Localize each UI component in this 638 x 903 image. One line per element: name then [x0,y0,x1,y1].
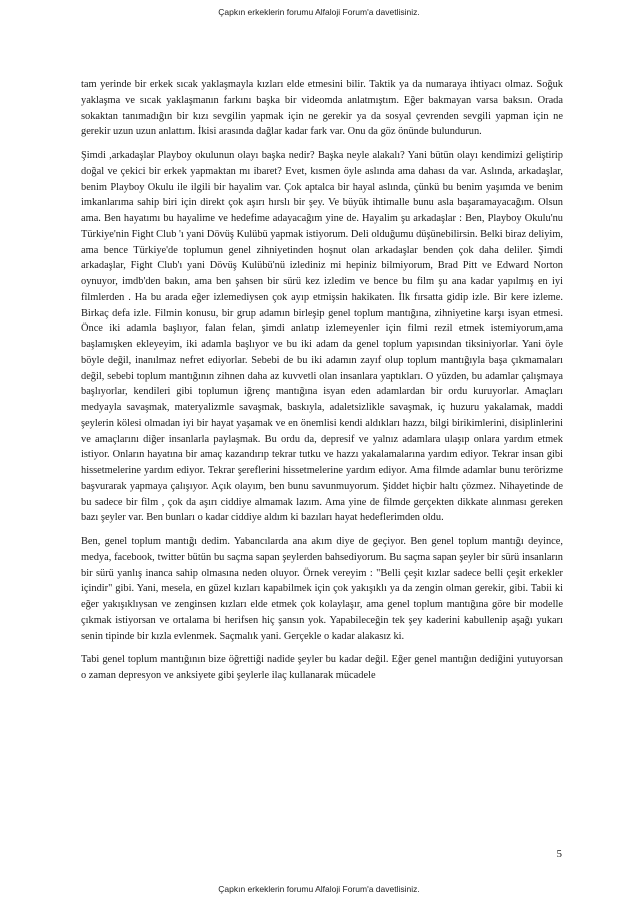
paragraph: Şimdi ,arkadaşlar Playboy okulunun olayı başka nedir? Başka neyle alakalı? Yani bütün olayı kendimizi geliştirip doğal ve çekici bir erkek yapmaktan mı ibaret? Evet, kısmen öyle aslında ama dahası da var. Aslında, arkadaşlar, benim Playboy Okulu ile ilgili bir hayalim var. Çok aptalca bir hayal aslında, çünkü bu benim yaşımda ve benim imkanlarıma sahip biri için direkt çok aşırı hırslı bir şey. Ve büyük ihtimalle bunu asla başaramayacağım. Olsun ama. Ben hayatımı bu hayalime ve hedefime adayacağım yine de. Hayalim şu arkadaşlar : Ben, Playboy Okulu'nu Türkiye'nin Fight Club 'ı yani Dövüş Kulübü yapmak istiyorum. Deli olduğumu düşünebilirsin. Belki biraz deliyim, ama bence Türkiye'de toplumun genel zihniyetinden hoşnut olan arkadaşlar benden çok daha deliler. Şimdi arkadaşlar, Fight Club'ı yani Dövüş Kulübü'nü izlediniz mi hepiniz bilmiyorum, Brad Pitt ve Edward Norton oynuyor, imdb'den bakın, ama ben şahsen bir sürü kez izledim ve bence bu film şu ana kadar yapılmış en iyi filmlerden . Ha bu arada eğer izlemediysen çok ayıp etmişsin hakikaten. İlk fırsatta gidip izle. Bir kere izleme. Birkaç defa izle. Filmin konusu, bir grup adamın birleşip genel toplum mantığına, zihniyetine karşı isyan etmesi. Önce iki adamla başlıyor, falan felan, şimdi anlatıp izlemeyenler için filmi rezil etmek istemiyorum,ama başlamışken ekleyeyim, iki adamla başlıyor ve bu iki adam da genel toplum yapısından tiksiniyorlar. Yani öyle böyle değil, inanılmaz nefret ediyorlar. Sebebi de bu iki adamın zayıf olup toplum mantığıyla başa çıkmamaları değil, sebebi toplum mantığının zihnen daha az kuvvetli olan insanlara yaptıkları. O yüzden, bu adamlar çalışmaya başlıyorlar, kendileri gibi toplumun iğrenç mantığına isyan eden adamlardan bir ordu kuruyorlar. Amaçları medyayla savaşmak, materyalizmle savaşmak, baskıyla, adaletsizlikle savaşmak, iç huzuru yakalamak, maddi şeylerin kölesi olmadan iyi bir hayat yaşamak ve en önemlisi kendi aldıkları hazzı, bilgi birikimlerini, disiplinlerini ve amaçlarını diğer insanlarla paylaşmak. Bu ordu da, depresif ve yalnız adamlara ulaşıp onlara yardım etmek istiyor. Onların hayatına bir amaç kazandırıp tekrar tutku ve hazzı yakalamalarına yardım ediyor. Tekrar insan gibi hissetmelerine yardım ediyor. Tekrar şereflerini hissetmelerine yardım ediyor. Ama filmde adamlar bunu terörizme başvurarak yapmaya çalışıyor. Açık olayım, ben bunu savunmuyorum. Şiddet hiçbir haltı çözmez. Nihayetinde de bu sadece bir film , çok da aşırı ciddiye almamak lazım. Ama yine de filmde gerçekten dikkate alınması gereken bazı şeyler var. Ben bunları o kadar ciddiye aldım ki bazıları hayat hedeflerimden oldu. [81,150,563,524]
page-header: Çapkın erkeklerin forumu Alfaloji Forum'a davetlisiniz. [218,7,420,17]
document-body [81,77,563,692]
page-footer: Çapkın erkeklerin forumu Alfaloji Forum'a davetlisiniz. [218,884,420,894]
paragraph: tam yerinde bir erkek sıcak yaklaşmayla kızları elde etmesini bilir. Taktik ya da numaraya ihtiyacı olmaz. Soğuk yaklaşma ve sıcak yaklaşmanın farkını başka bir videomda anlatmıştım. Eğer bakmayan varsa baksın. Orada sokaktan tanımadığın bir kızı sevgilin yapmak için ne gerekir ya da sosyal çevrenden sevgili yapman için ne gerekir uzun uzun anlattım. İkisi arasında dağlar kadar fark var. Onu da göz önünde bulundurun. [81,79,563,138]
paragraph: Tabi genel toplum mantığının bize öğrettiği nadide şeyler bu kadar değil. Eğer genel mantığın dediğini yutuyorsan o zaman depresyon ve anksiyete gibi şeylerle ilaç kullanarak mücadele [81,654,563,681]
paragraph: Ben, genel toplum mantığı dedim. Yabancılarda ana akım diye de geçiyor. Ben genel toplum mantığı deyince, medya, facebook, twitter bütün bu saçma sapan şeylerden bahsediyorum. Bu saçma sapan şeyler bir sürü insanların bir sürü yanlış inanca sahip olmasına neden oluyor. Örnek vereyim : "Belli çeşit kızlar sadece belli çeşit erkekler içindir" gibi. Yani, mesela, en güzel kızları kapabilmek için çok yakışıklı ya da zengin olman gerekir, gibi. Tabii ki eğer yakışıklıysan ve zenginsen kızları elde etmek çok kolaylaşır, ama genel toplum mantığına göre bir modelle çıkmak istiyorsan ve ortalama bi herifsen hiç şansın yok. Yapabileceğin tek şey kaderini kabullenip aşağı yukarı senin tipinde bir kızla evlenmek. Saçmalık yani. Gerçekle o kadar alakasız ki. [81,536,563,642]
page-number: 5 [556,848,562,860]
